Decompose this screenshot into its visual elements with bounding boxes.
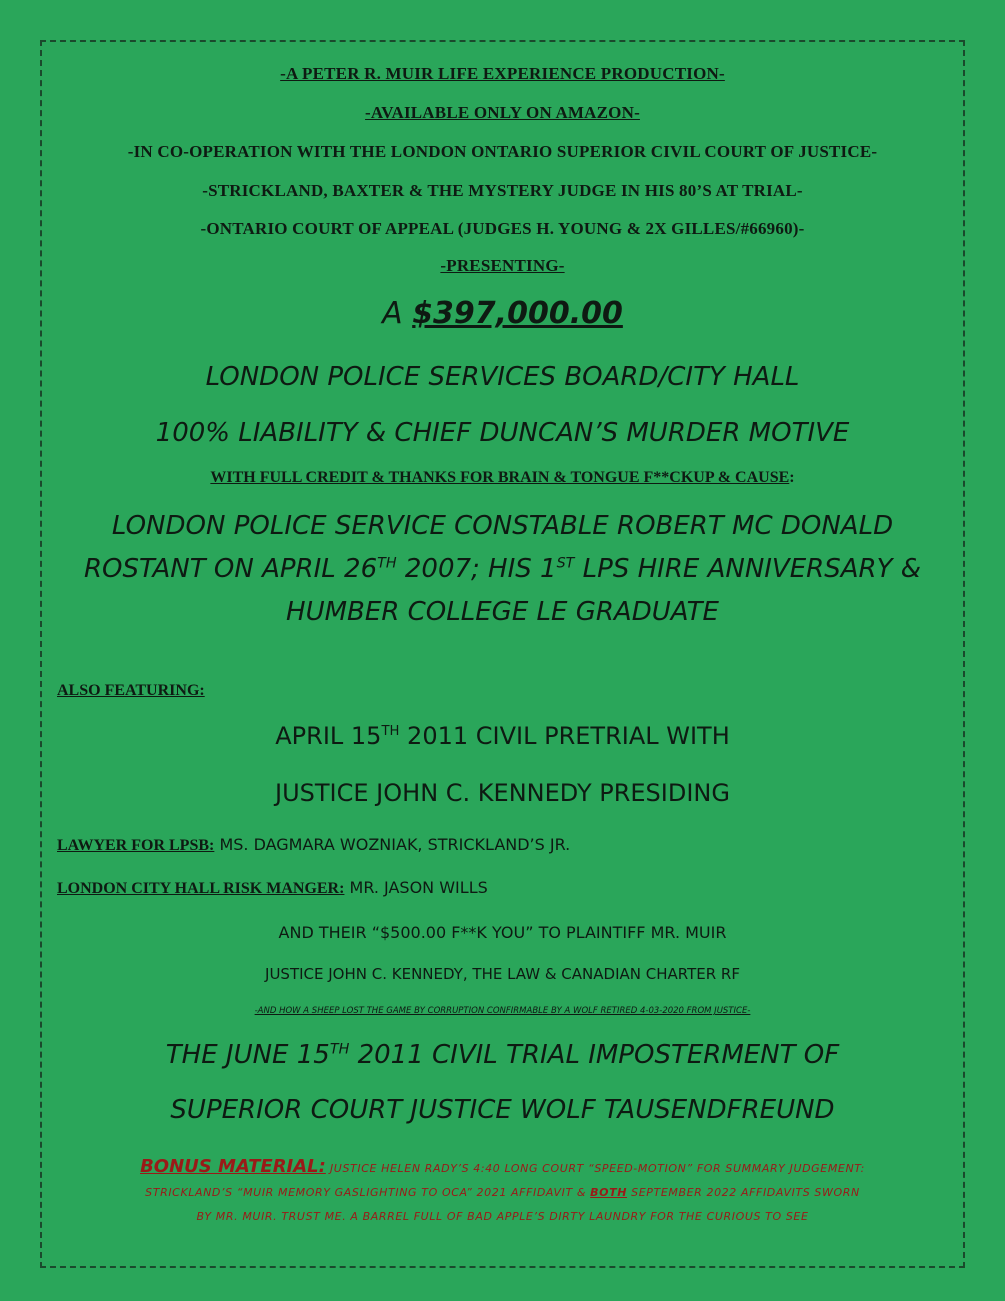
rostant-line-2a: ROSTANT ON APRIL 26 <box>83 554 378 584</box>
body-note-sheep-wolf: -AND HOW A SHEEP LOST THE GAME BY CORRUPTION CONFIRMABLE BY A WOLF RETIRED 4-03-2020 FROM JUSTICE- <box>254 1006 751 1016</box>
lawyer-line <box>57 835 570 855</box>
amount-value: $397,000.00 <box>412 296 623 331</box>
pretrial-line-2: JUSTICE JOHN C. KENNEDY PRESIDING <box>275 779 730 807</box>
trial-line-1a: THE JUNE 15 <box>165 1040 330 1070</box>
header-line-appeal: -ONTARIO COURT OF APPEAL (JUDGES H. YOUNG & 2X GILLES/#66960)- <box>200 219 805 238</box>
lawyer-value: MS. DAGMARA WOZNIAK, STRICKLAND’S JR. <box>214 835 571 854</box>
risk-manager-value: MR. JASON WILLS <box>344 878 488 897</box>
header-line-amazon: -AVAILABLE ONLY ON AMAZON- <box>365 103 640 122</box>
title-line-liability: 100% LIABILITY & CHIEF DUNCAN’S MURDER MOTIVE <box>155 418 850 448</box>
header-line-presenting: -PRESENTING- <box>440 256 565 275</box>
trial-sup-th: TH <box>329 1041 350 1058</box>
rostant-line-1: LONDON POLICE SERVICE CONSTABLE ROBERT MC DONALD <box>111 511 894 541</box>
header-line-production: -A PETER R. MUIR LIFE EXPERIENCE PRODUCTION- <box>280 64 725 83</box>
rostant-line-2c: LPS HIRE ANNIVERSARY & <box>574 554 921 584</box>
title-line-board: LONDON POLICE SERVICES BOARD/CITY HALL <box>205 362 800 392</box>
bonus-line-1-text: JUSTICE HELEN RADY’S 4:40 LONG COURT “SPEED-MOTION” FOR SUMMARY JUDGEMENT: <box>325 1162 865 1175</box>
bonus-label: BONUS MATERIAL: <box>140 1156 326 1177</box>
lawyer-label: LAWYER FOR LPSB: <box>57 837 215 854</box>
body-line-500: AND THEIR “$500.00 F**K YOU” TO PLAINTIFF MR. MUIR <box>278 923 727 942</box>
trial-line-2: SUPERIOR COURT JUSTICE WOLF TAUSENDFREUND <box>170 1095 835 1125</box>
header-line-cooperation: -IN CO-OPERATION WITH THE LONDON ONTARIO SUPERIOR CIVIL COURT OF JUSTICE- <box>127 142 878 161</box>
risk-manager-line <box>57 878 488 898</box>
rostant-sup-st: ST <box>556 555 575 572</box>
body-line-charter: JUSTICE JOHN C. KENNEDY, THE LAW & CANADIAN CHARTER RF <box>265 965 740 983</box>
rostant-sup-th: TH <box>377 555 397 572</box>
amount-line <box>0 296 1005 331</box>
bonus-line-2b: SEPTEMBER 2022 AFFIDAVITS SWORN <box>627 1186 860 1199</box>
rostant-line-2 <box>0 554 1005 584</box>
pretrial-line-1b: 2011 CIVIL PRETRIAL WITH <box>399 722 730 750</box>
rostant-line-2b: 2007; HIS 1 <box>396 554 557 584</box>
pretrial-line-1 <box>0 722 1005 750</box>
risk-manager-label: LONDON CITY HALL RISK MANGER: <box>57 880 345 897</box>
bonus-line-2 <box>0 1186 1005 1199</box>
bonus-line-3: BY MR. MUIR. TRUST ME. A BARREL FULL OF BAD APPLE’S DIRTY LAUNDRY FOR THE CURIOUS TO SEE <box>196 1210 809 1223</box>
pretrial-sup-th: TH <box>381 724 400 739</box>
pretrial-line-1a: APRIL 15 <box>275 722 382 750</box>
bonus-both: BOTH <box>590 1186 628 1199</box>
trial-line-1 <box>0 1040 1005 1070</box>
header-line-strickland: -STRICKLAND, BAXTER & THE MYSTERY JUDGE IN HIS 80’S AT TRIAL- <box>202 181 803 200</box>
credit-colon: : <box>789 469 795 486</box>
credit-line <box>0 469 1005 487</box>
also-featuring-label: ALSO FEATURING: <box>57 682 205 699</box>
amount-prefix: A <box>382 296 413 331</box>
bonus-line-1 <box>0 1156 1005 1177</box>
bonus-line-2a: STRICKLAND’S “MUIR MEMORY GASLIGHTING TO OCA” 2021 AFFIDAVIT & <box>145 1186 591 1199</box>
trial-line-1b: 2011 CIVIL TRIAL IMPOSTERMENT OF <box>349 1040 840 1070</box>
credit-text: WITH FULL CREDIT & THANKS FOR BRAIN & TONGUE F**CKUP & CAUSE <box>210 469 790 486</box>
rostant-line-3: HUMBER COLLEGE LE GRADUATE <box>286 597 719 627</box>
